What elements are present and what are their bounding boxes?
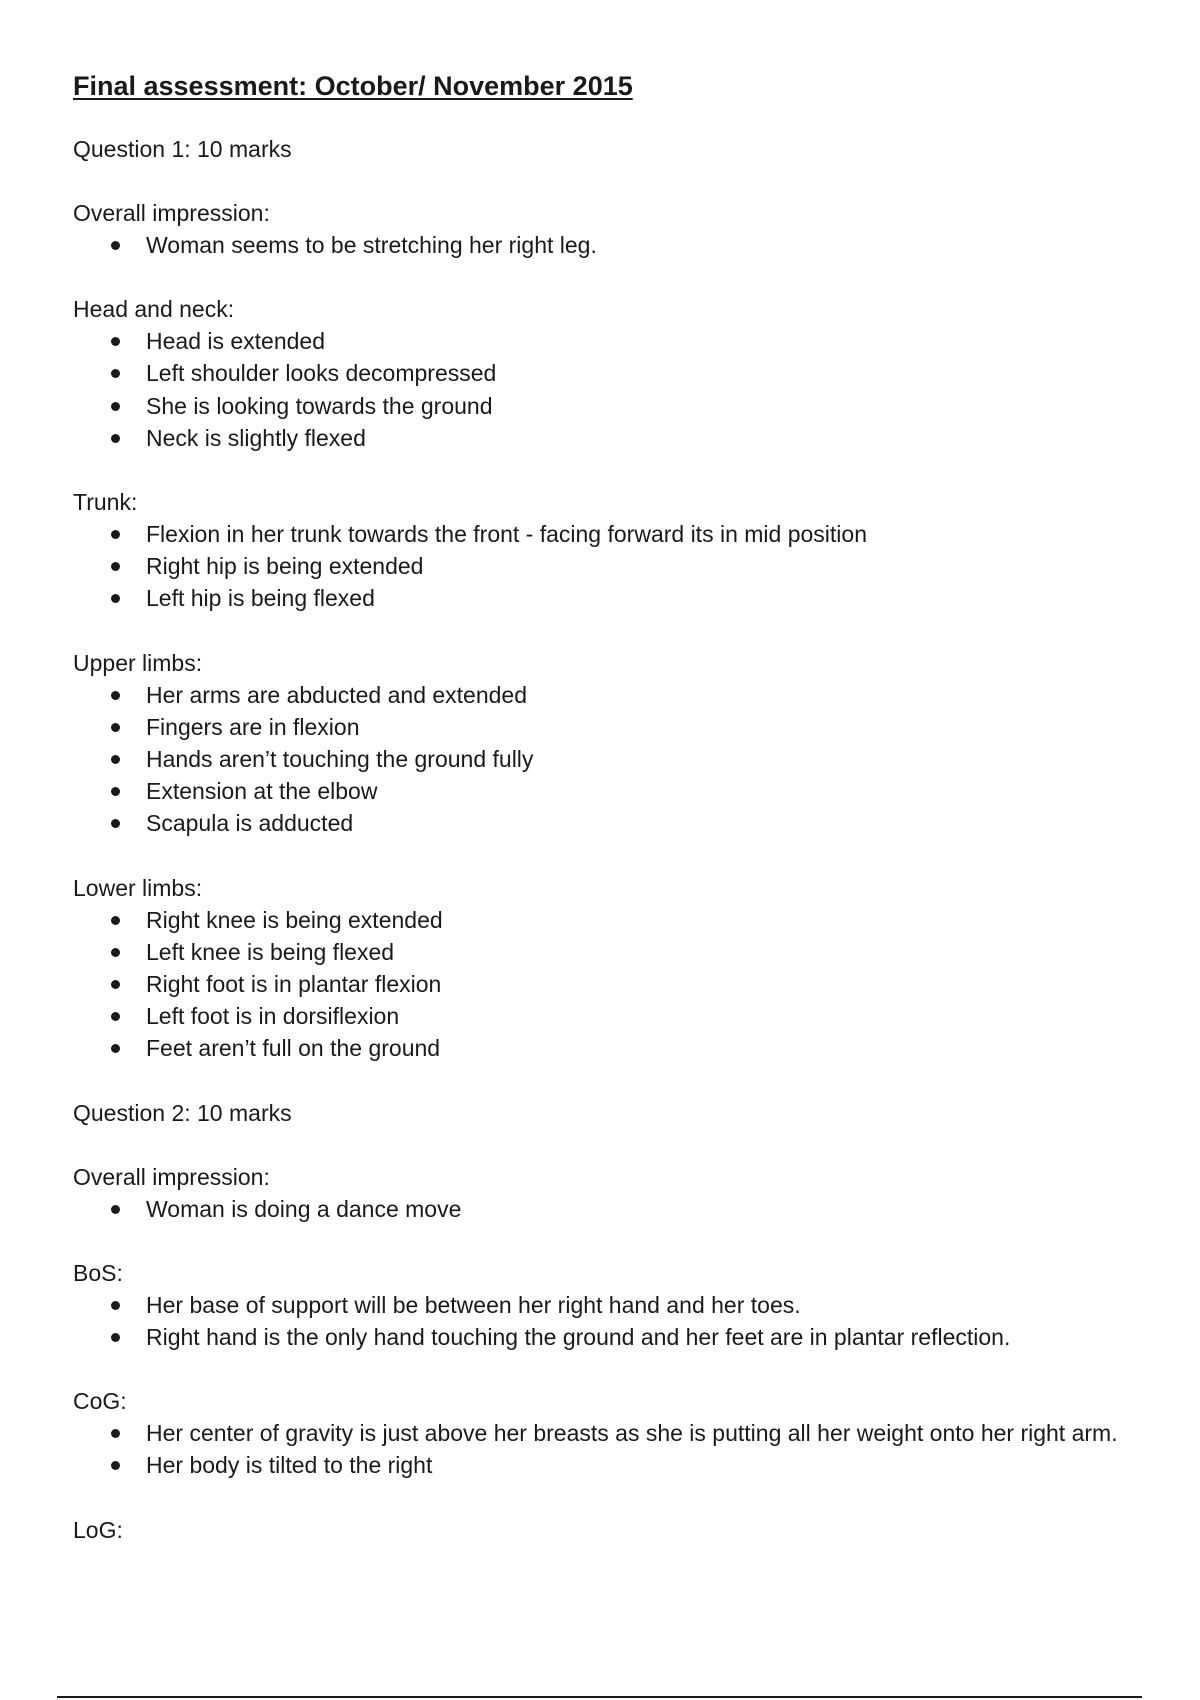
list-item	[73, 518, 1133, 550]
bullet-icon	[111, 337, 120, 346]
list-item-text: Right hip is being extended	[146, 553, 424, 580]
list-item	[73, 1449, 1133, 1481]
list-item	[73, 422, 1133, 454]
bullet-icon	[111, 1301, 120, 1310]
section-heading: Head and neck:	[73, 296, 235, 323]
list-item	[73, 775, 1133, 807]
bullet-icon	[111, 1205, 120, 1214]
list-item-text: Neck is slightly flexed	[146, 424, 366, 451]
list-item	[73, 1289, 1133, 1321]
section-upper-limbs	[73, 647, 1133, 840]
list-item-text: Right foot is in plantar flexion	[146, 971, 442, 998]
list-item	[73, 1032, 1133, 1064]
bullet-icon	[111, 755, 120, 764]
list-item-text: Scapula is adducted	[146, 810, 354, 837]
list-item	[73, 325, 1133, 357]
bullet-icon	[111, 1333, 120, 1342]
list-item-text: Hands aren’t touching the ground fully	[146, 746, 534, 773]
section-bos	[73, 1257, 1133, 1353]
section-heading: BoS:	[73, 1259, 123, 1286]
list-item	[73, 743, 1133, 775]
bullet-icon	[111, 691, 120, 700]
list-item-text: Right hand is the only hand touching the ground and her feet are in plantar reflection.	[146, 1324, 1011, 1351]
section-lower-limbs	[73, 872, 1133, 1065]
question-heading: Question 2: 10 marks	[73, 1099, 292, 1126]
bullet-icon	[111, 980, 120, 989]
list-item	[73, 936, 1133, 968]
section-trunk	[73, 486, 1133, 615]
section-heading: Lower limbs:	[73, 874, 203, 901]
list-item-text: Left knee is being flexed	[146, 938, 395, 965]
question-block	[73, 133, 1133, 1065]
section-heading: Overall impression:	[73, 200, 270, 226]
list-item	[73, 679, 1133, 711]
section-head-and-neck	[73, 293, 1133, 454]
document-title: Final assessment: October/ November 2015	[73, 71, 633, 101]
bullet-icon	[111, 434, 120, 443]
section-heading: Upper limbs:	[73, 649, 203, 676]
list-item	[73, 1193, 1133, 1225]
bullet-icon	[111, 1429, 120, 1438]
bullet-list	[73, 1193, 1133, 1225]
list-item	[73, 1321, 1133, 1353]
list-item	[73, 711, 1133, 743]
bullet-icon	[111, 530, 120, 539]
bullet-icon	[111, 819, 120, 828]
bullet-icon	[111, 562, 120, 571]
section-heading: LoG:	[73, 1516, 123, 1543]
list-item-text: Left shoulder looks decompressed	[146, 360, 497, 387]
list-item	[73, 390, 1133, 422]
section-log	[73, 1514, 1133, 1546]
list-item-text: Extension at the elbow	[146, 778, 378, 805]
bullet-icon	[111, 1044, 120, 1053]
question-heading: Question 1: 10 marks	[73, 136, 292, 162]
question-block	[73, 1097, 1133, 1546]
list-item-text: Her body is tilted to the right	[146, 1452, 433, 1479]
bullet-icon	[111, 594, 120, 603]
list-item	[73, 357, 1133, 389]
bullet-icon	[111, 402, 120, 411]
list-item	[73, 550, 1133, 582]
list-item	[73, 807, 1133, 839]
section-heading: Overall impression:	[73, 1163, 270, 1190]
list-item-text: Right knee is being extended	[146, 906, 443, 933]
bullet-icon	[111, 948, 120, 957]
bullet-list	[73, 1417, 1133, 1481]
footer-divider	[57, 1696, 1142, 1698]
section-heading: Trunk:	[73, 489, 138, 516]
list-item	[73, 582, 1133, 614]
bullet-icon	[111, 241, 120, 250]
bullet-list	[73, 325, 1133, 454]
list-item-text: Left foot is in dorsiflexion	[146, 1003, 400, 1030]
list-item	[73, 1417, 1133, 1449]
list-item	[73, 904, 1133, 936]
bullet-list	[73, 229, 1133, 261]
list-item-text: Her arms are abducted and extended	[146, 681, 528, 708]
list-item-text: Flexion in her trunk towards the front - facing forward its in mid position	[146, 521, 867, 548]
section-overall-impression	[73, 1161, 1133, 1225]
list-item-text: Head is extended	[146, 328, 326, 355]
bullet-icon	[111, 1012, 120, 1021]
bullet-list	[73, 1289, 1133, 1353]
list-item	[73, 968, 1133, 1000]
bullet-icon	[111, 1461, 120, 1470]
list-item-text: Woman seems to be stretching her right leg.	[146, 232, 597, 258]
list-item-text: Left hip is being flexed	[146, 585, 375, 612]
bullet-list	[73, 904, 1133, 1065]
bullet-icon	[111, 369, 120, 378]
list-item	[73, 1000, 1133, 1032]
list-item-text: She is looking towards the ground	[146, 392, 493, 419]
bullet-icon	[111, 787, 120, 796]
section-cog	[73, 1385, 1133, 1481]
list-item-text: Feet aren’t full on the ground	[146, 1035, 441, 1062]
bullet-list	[73, 518, 1133, 615]
list-item	[73, 229, 1133, 261]
list-item-text: Her base of support will be between her right hand and her toes.	[146, 1291, 801, 1318]
list-item-text: Her center of gravity is just above her breasts as she is putting all her weight onto her right arm.	[146, 1420, 1118, 1447]
document-body	[73, 70, 1133, 1578]
bullet-list	[73, 679, 1133, 840]
section-heading: CoG:	[73, 1388, 127, 1415]
bullet-icon	[111, 916, 120, 925]
bullet-icon	[111, 723, 120, 732]
list-item-text: Fingers are in flexion	[146, 713, 360, 740]
section-overall-impression	[73, 197, 1133, 261]
list-item-text: Woman is doing a dance move	[146, 1195, 462, 1222]
